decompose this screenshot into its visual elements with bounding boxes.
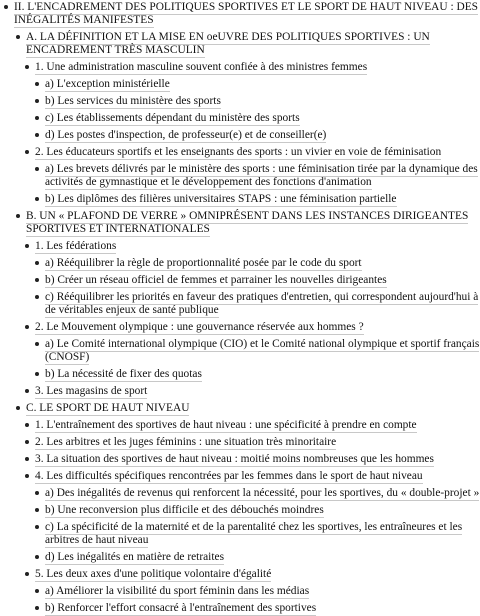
toc-link[interactable]: 2. Les arbitres et les juges féminins : une situation très minoritaire [35,436,337,448]
toc-link[interactable]: 1. Les fédérations [35,240,117,252]
toc-link[interactable]: b) Les diplômes des filières universitaires STAPS : une féminisation partielle [45,193,397,205]
toc-link[interactable]: 3. La situation des sportives de haut niveau : moitié moins nombreuses que les hommes [35,453,434,465]
toc-item [0,338,480,364]
toc-link[interactable]: b) Une reconversion plus difficile et des débouchés moindres [45,504,324,516]
bullet-icon [25,572,29,576]
toc-item [0,257,480,270]
bullet-icon [16,214,20,218]
bullet-icon [35,525,39,529]
toc-link[interactable]: 2. Les éducateurs sportifs et les enseignants des sports : un vivier en voie de féminisation [35,146,442,158]
toc-item [0,368,480,381]
toc-item [0,585,480,598]
bullet-icon [25,440,29,444]
bullet-icon [25,65,29,69]
bullet-icon [35,197,39,201]
toc-item [0,291,480,317]
bullet-icon [35,295,39,299]
toc-link[interactable]: II. L'ENCADREMENT DES POLITIQUES SPORTIVES ET LE SPORT DE HAUT NIVEAU : DES INÉGALITÉS MANIFESTES [14,1,479,26]
toc-link[interactable]: a) Le Comité international olympique (CIO) et le Comité national olympique et sportif français (CNOSF) [45,338,480,363]
toc-link[interactable]: c) Les établissements dépendant du ministère des sports [45,112,300,124]
toc-link[interactable]: A. LA DÉFINITION ET LA MISE EN oeUVRE DES POLITIQUES SPORTIVES : UN ENCADREMENT TRÈS MASCULIN [26,31,430,56]
toc-item [0,504,480,517]
toc-link[interactable]: 1. L'entraînement des sportives de haut niveau : une spécificité à prendre en compte [35,419,417,431]
toc-link[interactable]: 2. Le Mouvement olympique : une gouvernance réservée aux hommes ? [35,321,364,333]
bullet-icon [35,278,39,282]
bullet-icon [25,457,29,461]
toc-item [0,61,480,74]
bullet-icon [35,99,39,103]
bullet-icon [35,116,39,120]
toc-link[interactable]: c) Rééquilibrer les priorités en faveur des pratiques d'entretien, qui correspondent aujourd'hui à de véritables enjeux de santé publique [45,291,479,316]
toc-item [0,385,480,398]
toc-link[interactable]: 3. Les magasins de sport [35,385,148,397]
bullet-icon [25,325,29,329]
toc-item [0,163,480,189]
toc-item [0,487,480,500]
bullet-icon [35,508,39,512]
toc-link[interactable]: 4. Les difficultés spécifiques rencontrées par les femmes dans le sport de haut niveau [35,470,423,482]
bullet-icon [16,35,20,39]
toc-link[interactable]: B. UN « PLAFOND DE VERRE » OMNIPRÉSENT DANS LES INSTANCES DIRIGEANTES SPORTIVES ET INTERNATIONALES [26,210,469,235]
bullet-icon [35,82,39,86]
toc-link[interactable]: a) L'exception ministérielle [45,78,170,90]
bullet-icon [35,372,39,376]
toc-item [0,402,480,415]
toc-link[interactable]: C. LE SPORT DE HAUT NIVEAU [26,402,190,414]
toc-link[interactable]: b) La nécessité de fixer des quotas [45,368,202,380]
bullet-icon [35,342,39,346]
toc-link[interactable]: b) Créer un réseau officiel de femmes et parrainer les nouvelles dirigeantes [45,274,387,286]
toc-item [0,274,480,287]
bullet-icon [4,5,8,9]
toc-item [0,210,480,236]
toc-link[interactable]: 1. Une administration masculine souvent confiée à des ministres femmes [35,61,368,73]
bullet-icon [25,423,29,427]
toc-link[interactable]: d) Les postes d'inspection, de professeur(e) et de conseiller(e) [45,129,327,141]
toc-item [0,321,480,334]
toc-link[interactable]: 5. Les deux axes d'une politique volontaire d'égalité [35,568,272,580]
toc-link[interactable]: a) Les brevets délivrés par le ministère des sports : une féminisation tirée par la dynamique des activités de gymnastique et le développement des fonctions d'animation [45,163,478,188]
bullet-icon [35,589,39,593]
toc-link[interactable]: d) Les inégalités en matière de retraites [45,551,225,563]
toc-item [0,193,480,206]
bullet-icon [35,167,39,171]
toc-item [0,240,480,253]
toc-link[interactable]: a) Des inégalités de revenus qui renforcent la nécessité, pour les sportives, du « double-projet » [45,487,480,499]
bullet-icon [35,133,39,137]
bullet-icon [25,150,29,154]
toc-item [0,453,480,466]
toc-link[interactable]: b) Renforcer l'effort consacré à l'entraînement des sportives [45,602,317,614]
toc-item [0,112,480,125]
toc-item [0,551,480,564]
toc-item [0,78,480,91]
toc-item [0,95,480,108]
bullet-icon [35,606,39,610]
bullet-icon [16,406,20,410]
bullet-icon [35,261,39,265]
toc-item [0,568,480,581]
toc-link[interactable]: a) Rééquilibrer la règle de proportionnalité posée par le code du sport [45,257,362,269]
toc-link[interactable]: a) Améliorer la visibilité du sport féminin dans les médias [45,585,310,597]
toc-item [0,419,480,432]
bullet-icon [25,389,29,393]
toc-item [0,470,480,483]
toc-item [0,436,480,449]
toc-item [0,602,480,615]
toc-item [0,129,480,142]
toc-item [0,31,480,57]
toc-item [0,521,480,547]
toc-link[interactable]: c) La spécificité de la maternité et de la parentalité chez les sportives, les entraîneures et les arbitres de haut niveau [45,521,463,546]
bullet-icon [35,555,39,559]
toc-item [0,1,480,27]
toc-item [0,146,480,159]
bullet-icon [25,474,29,478]
bullet-icon [25,244,29,248]
toc-link[interactable]: b) Les services du ministère des sports [45,95,221,107]
bullet-icon [35,491,39,495]
